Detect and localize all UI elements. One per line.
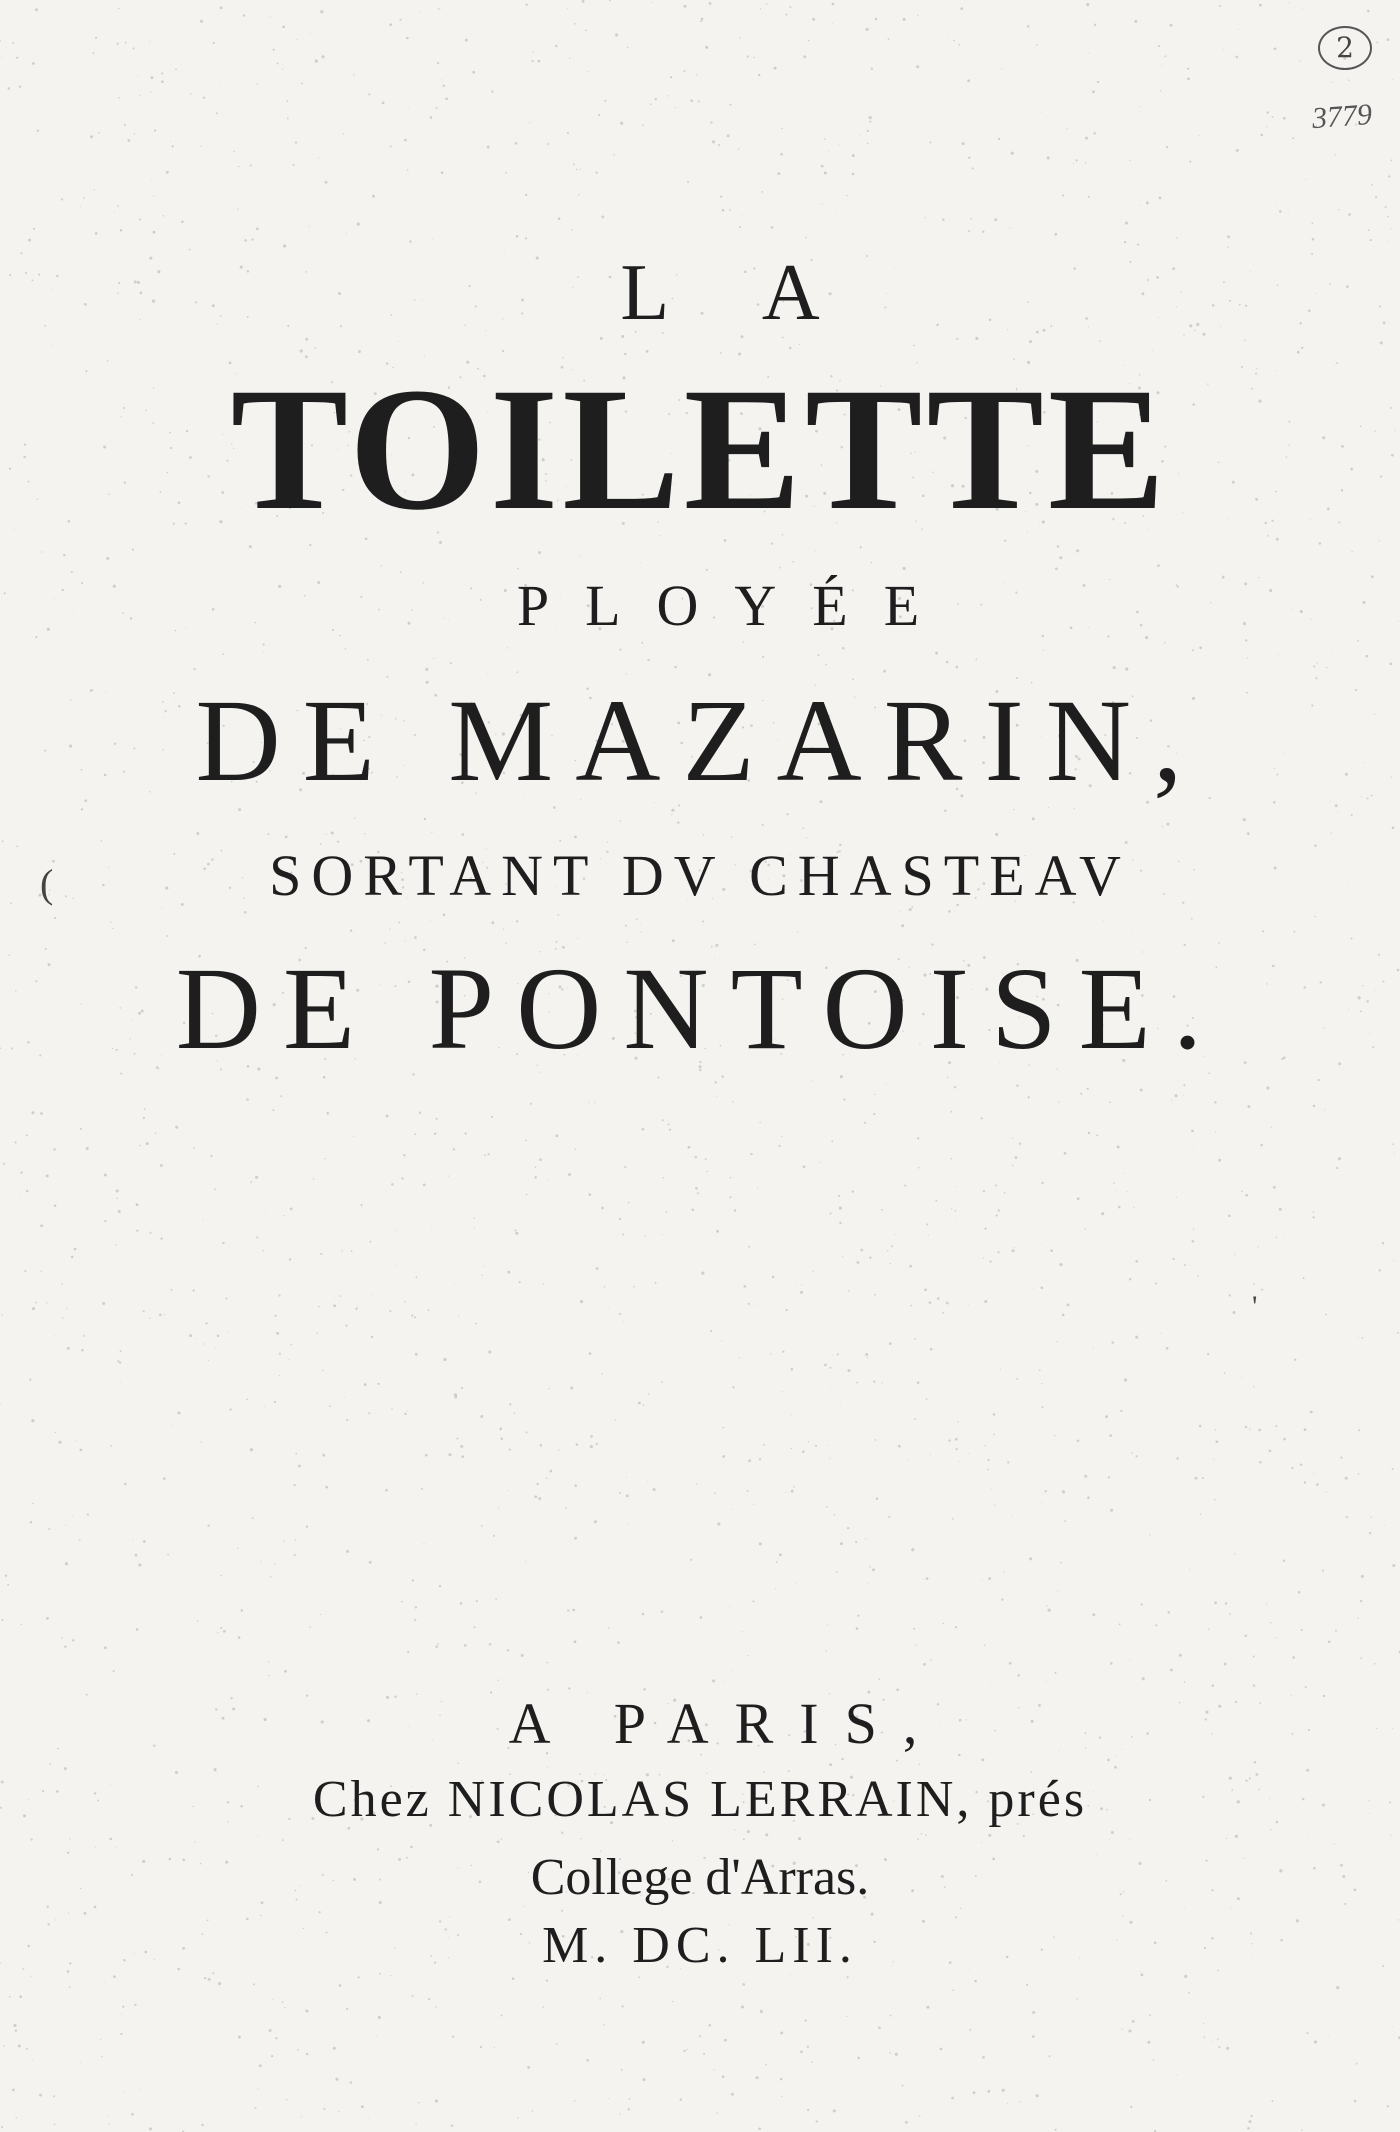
circled-number-text: 2 — [1336, 31, 1354, 64]
imprint-address: College d'Arras. — [530, 1849, 870, 1906]
title-main: TOILETTE — [230, 352, 1170, 547]
stray-mark-right: ' — [1252, 1290, 1258, 1323]
title-article: L A — [620, 249, 860, 337]
stray-mark-left: ( — [40, 861, 54, 906]
title-pontoise: DE PONTOISE. — [175, 943, 1225, 1074]
title-sortant: SORTANT DV CHASTEAV — [269, 843, 1131, 908]
title-ployee: PLOYÉE — [516, 573, 956, 638]
imprint-year: M. DC. LII. — [542, 1917, 858, 1974]
imprint-printer: Chez NICOLAS LERRAIN, prés — [312, 1771, 1088, 1828]
circled-number — [1318, 26, 1372, 70]
imprint-city: A PARIS, — [508, 1691, 944, 1756]
title-de-mazarin: DE MAZARIN, — [195, 675, 1205, 806]
shelf-mark: 3779 — [1310, 97, 1374, 136]
